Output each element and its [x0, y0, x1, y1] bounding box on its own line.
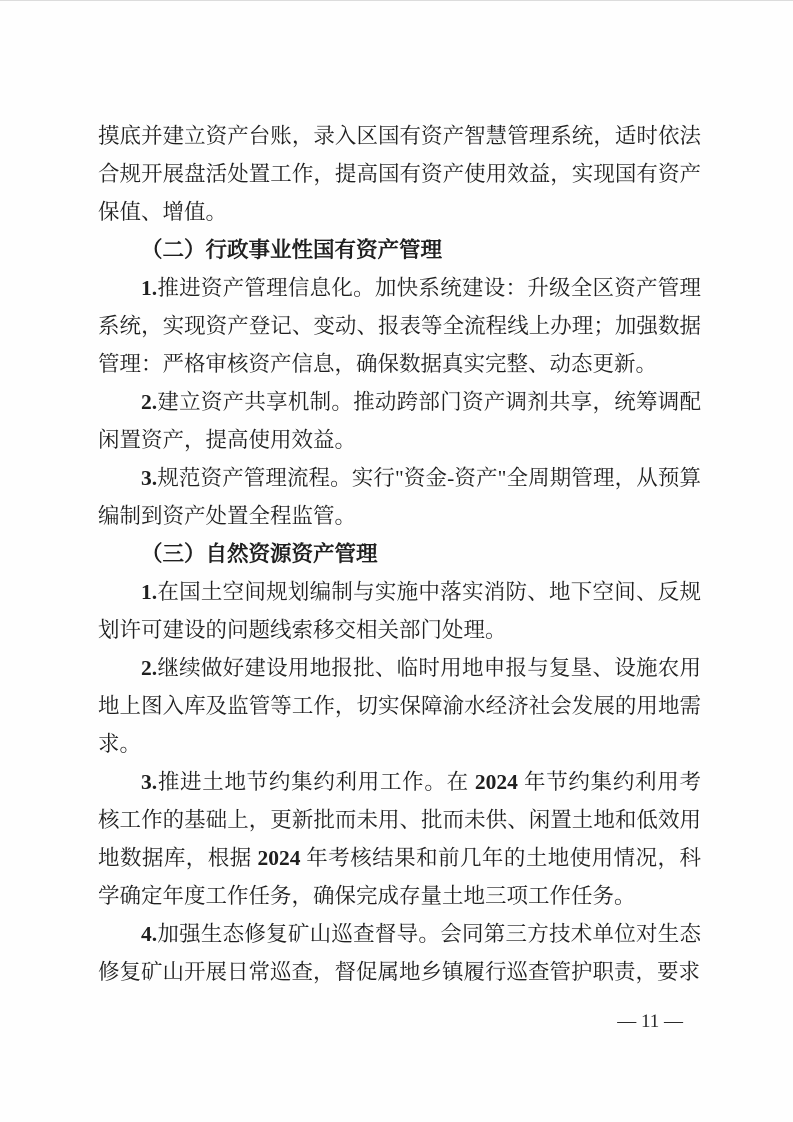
scan-edge-line [0, 0, 793, 1]
bold-text-segment: 4. [141, 922, 158, 946]
document-body [98, 117, 701, 991]
bold-text-segment: 1. [141, 276, 158, 300]
page-number: — 11 — [617, 1011, 683, 1032]
bold-text-segment: 1. [141, 580, 158, 604]
text-segment: 年考核结果和前几年的土地使用情况，科学确定年度工作任务，确保完成存量土地三项工作任务。 [98, 846, 701, 908]
body-paragraph [98, 117, 701, 231]
body-paragraph [98, 459, 701, 535]
bold-text-segment: 2. [141, 656, 158, 680]
body-paragraph [98, 649, 701, 763]
body-paragraph [98, 763, 701, 915]
text-segment: 摸底并建立资产台账，录入区国有资产智慧管理系统，适时依法合规开展盘活处置工作，提高国有资产使用效益，实现国有资产保值、增值。 [98, 124, 701, 224]
bold-text-segment: 2. [141, 390, 158, 414]
section-heading [98, 231, 701, 269]
body-paragraph [98, 383, 701, 459]
bold-text-segment: 3. [141, 770, 158, 794]
section-heading [98, 535, 701, 573]
bold-text-segment: （三）自然资源资产管理 [141, 542, 378, 566]
text-segment: 年节约集约利用考核工作的基础上，更新批而未用、批而未供、闲置土地和低效用地数据库，根据 [98, 770, 701, 870]
text-segment: 推进土地节约集约利用工作。在 [157, 770, 475, 794]
text-segment: 建立资产共享机制。推动跨部门资产调剂共享，统筹调配闲置资产，提高使用效益。 [98, 390, 701, 452]
text-segment: 继续做好建设用地报批、临时用地申报与复垦、设施农用地上图入库及监管等工作，切实保障渝水经济社会发展的用地需求。 [98, 656, 701, 756]
text-segment: 推进资产管理信息化。加快系统建设：升级全区资产管理系统，实现资产登记、变动、报表等全流程线上办理；加强数据管理：严格审核资产信息，确保数据真实完整、动态更新。 [98, 276, 701, 376]
bold-text-segment: （二）行政事业性国有资产管理 [141, 238, 443, 262]
bold-text-segment: 3. [141, 466, 158, 490]
body-paragraph [98, 573, 701, 649]
text-segment: 在国土空间规划编制与实施中落实消防、地下空间、反规划许可建设的问题线索移交相关部门处理。 [98, 580, 701, 642]
body-paragraph [98, 269, 701, 383]
text-segment: 加强生态修复矿山巡查督导。会同第三方技术单位对生态修复矿山开展日常巡查，督促属地乡镇履行巡查管护职责，要求 [98, 922, 701, 984]
text-segment: 规范资产管理流程。实行"资金-资产"全周期管理，从预算编制到资产处置全程监管。 [98, 466, 701, 528]
bold-text-segment: 2024 [257, 846, 301, 870]
bold-text-segment: 2024 [474, 770, 518, 794]
body-paragraph [98, 915, 701, 991]
